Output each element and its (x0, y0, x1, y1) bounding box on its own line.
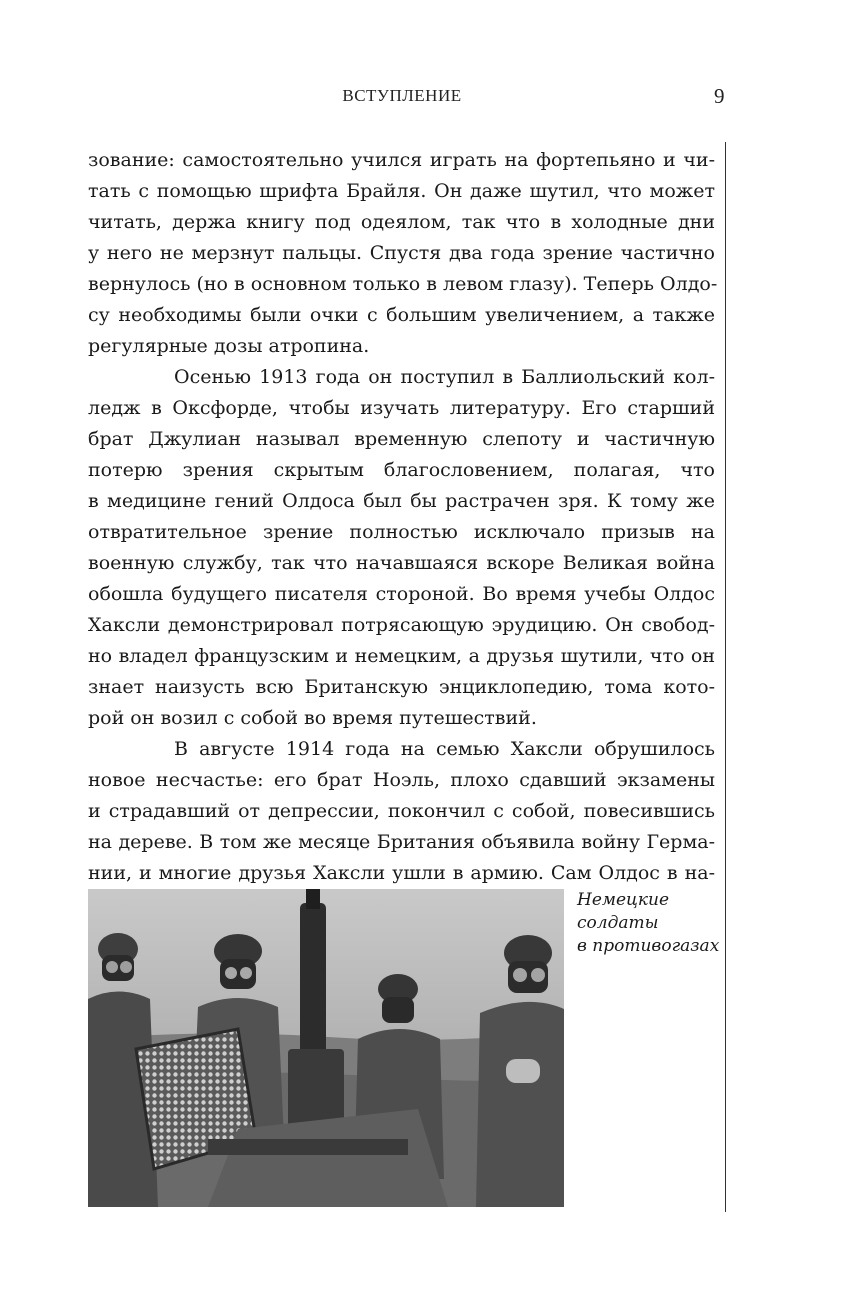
text-line: В августе 1914 года на семью Хаксли обрушилось (174, 738, 715, 760)
text-line: новое несчастье: его брат Ноэль, плохо сдавший экзамены (88, 769, 715, 791)
text-line: знает наизусть всю Британскую энциклопедию, тома кото- (88, 676, 715, 698)
text-line: зование: самостоятельно учился играть на фортепьяно и чи- (88, 149, 715, 171)
text-line: вернулось (но в основном только в левом глазу). Теперь Олдо- (88, 273, 718, 295)
text-line: на дереве. В том же месяце Британия объявила войну Герма- (88, 831, 715, 853)
page-number: 9 (714, 84, 725, 108)
text-line: и страдавший от депрессии, покончил с собой, повесившись (88, 800, 715, 822)
text-line: обошла будущего писателя стороной. Во время учебы Олдос (88, 583, 715, 605)
body-text (88, 145, 718, 889)
caption-line: в противогазах (577, 936, 720, 956)
text-line: в медицине гений Олдоса был бы растрачен зря. К тому же (88, 490, 715, 512)
caption-line: солдаты (577, 913, 659, 933)
text-line: военную службу, так что начавшаяся вскоре Великая война (88, 552, 715, 574)
text-line: отвратительное зрение полностью исключало призыв на (88, 521, 715, 543)
soldiers-photo (88, 889, 564, 1207)
text-line: нии, и многие друзья Хаксли ушли в армию. Сам Олдос в на- (88, 862, 715, 884)
text-line: регулярные дозы атропина. (88, 335, 370, 357)
text-line: Хаксли демонстрировал потрясающую эрудицию. Он свобод- (88, 614, 715, 636)
text-line: тать с помощью шрифта Брайля. Он даже шутил, что может (88, 180, 715, 202)
text-line: Осенью 1913 года он поступил в Баллиольский кол- (174, 366, 715, 388)
running-title: ВСТУПЛЕНИЕ (342, 86, 462, 105)
text-line: у него не мерзнут пальцы. Спустя два года зрение частично (88, 242, 715, 264)
text-line: брат Джулиан называл временную слепоту и частичную (88, 428, 715, 450)
photo-illustration (88, 889, 564, 1207)
text-line: су необходимы были очки с большим увеличением, а также (88, 304, 715, 326)
text-line: читать, держа книгу под одеялом, так что в холодные дни (88, 211, 715, 233)
margin-rule (725, 142, 726, 1212)
text-line: потерю зрения скрытым благословением, полагая, что (88, 459, 715, 481)
caption-line: Немецкие (577, 890, 670, 910)
text-line: рой он возил с собой во время путешествий. (88, 707, 537, 729)
figure-caption (577, 889, 722, 958)
text-line: ледж в Оксфорде, чтобы изучать литературу. Его старший (88, 397, 715, 419)
text-line: но владел французским и немецким, а друзья шутили, что он (88, 645, 715, 667)
